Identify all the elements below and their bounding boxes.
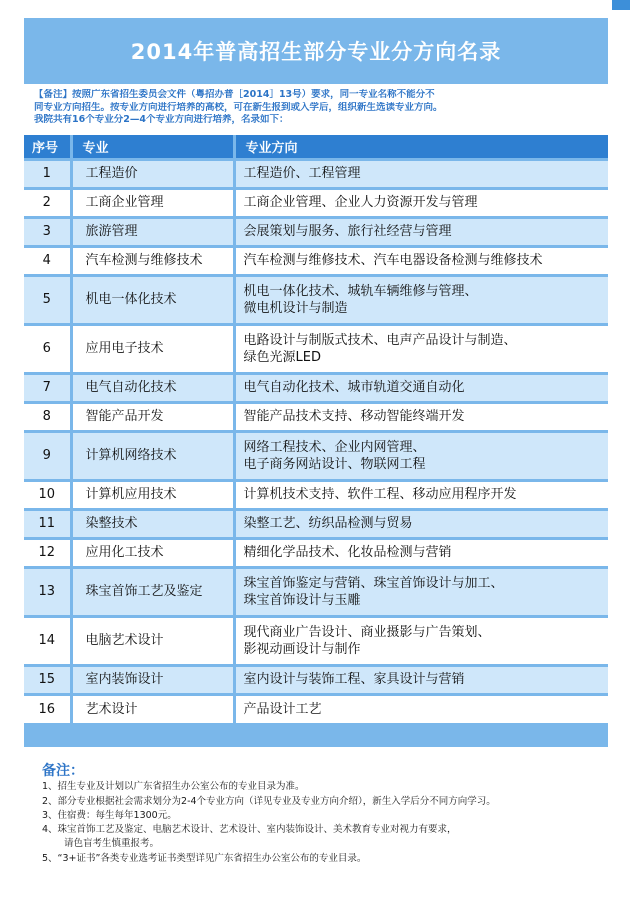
row-major: 计算机应用技术 bbox=[71, 480, 234, 509]
row-number: 9 bbox=[24, 431, 71, 480]
row-major: 工商企业管理 bbox=[71, 188, 234, 217]
note-item: 3、住宿费：每生每年1300元。 bbox=[42, 809, 177, 821]
table-row bbox=[24, 402, 608, 431]
row-major: 智能产品开发 bbox=[71, 402, 234, 431]
row-direction bbox=[234, 275, 608, 324]
direction-line: 机电一体化技术、城轨车辆维修与管理、 bbox=[243, 283, 478, 299]
row-number: 13 bbox=[24, 567, 71, 616]
row-major: 工程造价 bbox=[71, 159, 234, 188]
row-major: 机电一体化技术 bbox=[71, 275, 234, 324]
table-row bbox=[24, 373, 608, 402]
row-major: 计算机网络技术 bbox=[71, 431, 234, 480]
direction-line: 工商企业管理、企业人力资源开发与管理 bbox=[243, 195, 478, 210]
row-major: 艺术设计 bbox=[71, 694, 234, 723]
row-direction bbox=[234, 373, 608, 402]
direction-line: 珠宝首饰设计与玉雕 bbox=[243, 592, 361, 608]
direction-line: 绿色光源LED bbox=[243, 349, 321, 365]
program-table bbox=[24, 135, 608, 723]
header-major: 专业 bbox=[71, 135, 234, 159]
row-major: 室内装饰设计 bbox=[71, 665, 234, 694]
row-number: 14 bbox=[24, 616, 71, 665]
row-number: 15 bbox=[24, 665, 71, 694]
row-direction bbox=[234, 246, 608, 275]
direction-line: 电子商务网站设计、物联网工程 bbox=[243, 456, 426, 472]
direction-line: 汽车检测与维修技术、汽车电器设备检测与维修技术 bbox=[243, 253, 543, 268]
direction-line: 影视动画设计与制作 bbox=[243, 641, 361, 657]
direction-line: 智能产品技术支持、移动智能终端开发 bbox=[243, 409, 465, 424]
notes-section bbox=[30, 764, 610, 866]
row-direction bbox=[234, 431, 608, 480]
corner-decoration bbox=[612, 0, 630, 10]
row-major: 旅游管理 bbox=[71, 217, 234, 246]
row-direction bbox=[234, 217, 608, 246]
row-number: 12 bbox=[24, 538, 71, 567]
row-number: 3 bbox=[24, 217, 71, 246]
table-row bbox=[24, 616, 608, 665]
row-number: 10 bbox=[24, 480, 71, 509]
row-major: 汽车检测与维修技术 bbox=[71, 246, 234, 275]
direction-line: 珠宝首饰鉴定与营销、珠宝首饰设计与加工、 bbox=[243, 575, 504, 591]
table-row bbox=[24, 538, 608, 567]
row-number: 8 bbox=[24, 402, 71, 431]
note-item: 5、“3+证书”各类专业选考证书类型详见广东省招生办公室公布的专业目录。 bbox=[42, 852, 367, 864]
row-number: 2 bbox=[24, 188, 71, 217]
direction-line: 工程造价、工程管理 bbox=[243, 166, 361, 181]
direction-line: 电路设计与制版式技术、电声产品设计与制造、 bbox=[243, 332, 517, 348]
row-number: 4 bbox=[24, 246, 71, 275]
row-number: 6 bbox=[24, 324, 71, 373]
table-row bbox=[24, 480, 608, 509]
table-row bbox=[24, 431, 608, 480]
direction-line: 室内设计与装饰工程、家具设计与营销 bbox=[243, 672, 465, 687]
intro-note bbox=[24, 84, 608, 135]
table-row bbox=[24, 509, 608, 538]
note-item: 1、招生专业及计划以广东省招生办公室公布的专业目录为准。 bbox=[42, 781, 305, 793]
direction-line: 现代商业广告设计、商业摄影与广告策划、 bbox=[243, 624, 491, 640]
table-row bbox=[24, 694, 608, 723]
note-item: 请色盲考生慎重报考。 bbox=[64, 838, 160, 850]
row-major: 珠宝首饰工艺及鉴定 bbox=[71, 567, 234, 616]
page-title: 2014年普高招生部分专业分方向名录 bbox=[130, 40, 502, 64]
table-header-row bbox=[24, 135, 608, 159]
direction-line: 计算机技术支持、软件工程、移动应用程序开发 bbox=[243, 487, 517, 502]
notes-heading: 备注： bbox=[42, 763, 84, 779]
intro-line: 【备注】按照广东省招生委员会文件（粤招办普［2014］13号）要求，同一专业名称不能分不 bbox=[34, 89, 435, 100]
row-direction bbox=[234, 616, 608, 665]
row-major: 应用化工技术 bbox=[71, 538, 234, 567]
table-row bbox=[24, 246, 608, 275]
direction-line: 网络工程技术、企业内网管理、 bbox=[243, 439, 426, 455]
row-number: 11 bbox=[24, 509, 71, 538]
table-row bbox=[24, 217, 608, 246]
row-direction bbox=[234, 567, 608, 616]
table-row bbox=[24, 665, 608, 694]
direction-line: 会展策划与服务、旅行社经营与管理 bbox=[243, 224, 452, 239]
header-num: 序号 bbox=[24, 135, 71, 159]
table-body bbox=[24, 159, 608, 723]
row-direction bbox=[234, 159, 608, 188]
row-direction bbox=[234, 665, 608, 694]
row-major: 染整技术 bbox=[71, 509, 234, 538]
intro-line: 我院共有16个专业分2—4个专业方向进行培养，名录如下： bbox=[34, 114, 289, 125]
row-direction bbox=[234, 188, 608, 217]
direction-line: 微电机设计与制造 bbox=[243, 300, 348, 316]
table-row bbox=[24, 567, 608, 616]
row-direction bbox=[234, 480, 608, 509]
table-row bbox=[24, 275, 608, 324]
row-major: 电气自动化技术 bbox=[71, 373, 234, 402]
note-item: 4、珠宝首饰工艺及鉴定、电脑艺术设计、艺术设计、室内装饰设计、美术教育专业对视力有要求， bbox=[42, 824, 457, 836]
direction-line: 产品设计工艺 bbox=[243, 701, 322, 717]
row-number: 1 bbox=[24, 159, 71, 188]
header-direction: 专业方向 bbox=[234, 135, 608, 159]
row-major: 应用电子技术 bbox=[71, 324, 234, 373]
row-direction bbox=[234, 324, 608, 373]
table-row bbox=[24, 188, 608, 217]
table-row bbox=[24, 324, 608, 373]
table-row bbox=[24, 159, 608, 188]
row-direction bbox=[234, 402, 608, 431]
note-item: 2、部分专业根据社会需求划分为2-4个专业方向（详见专业及专业方向介绍），新生入学后分不同方向学习。 bbox=[42, 795, 496, 807]
direction-line: 电气自动化技术、城市轨道交通自动化 bbox=[243, 380, 465, 395]
row-direction bbox=[234, 538, 608, 567]
intro-line: 同专业方向招生。按专业方向进行培养的高校，可在新生报到或入学后，组织新生选读专业方向。 bbox=[34, 101, 443, 113]
row-number: 7 bbox=[24, 373, 71, 402]
program-panel bbox=[24, 18, 608, 747]
row-direction bbox=[234, 509, 608, 538]
direction-line: 染整工艺、纺织品检测与贸易 bbox=[243, 516, 413, 531]
direction-line: 精细化学品技术、化妆品检测与营销 bbox=[243, 545, 452, 560]
row-major: 电脑艺术设计 bbox=[71, 616, 234, 665]
row-direction bbox=[234, 694, 608, 723]
row-number: 5 bbox=[24, 275, 71, 324]
row-number: 16 bbox=[24, 694, 71, 723]
